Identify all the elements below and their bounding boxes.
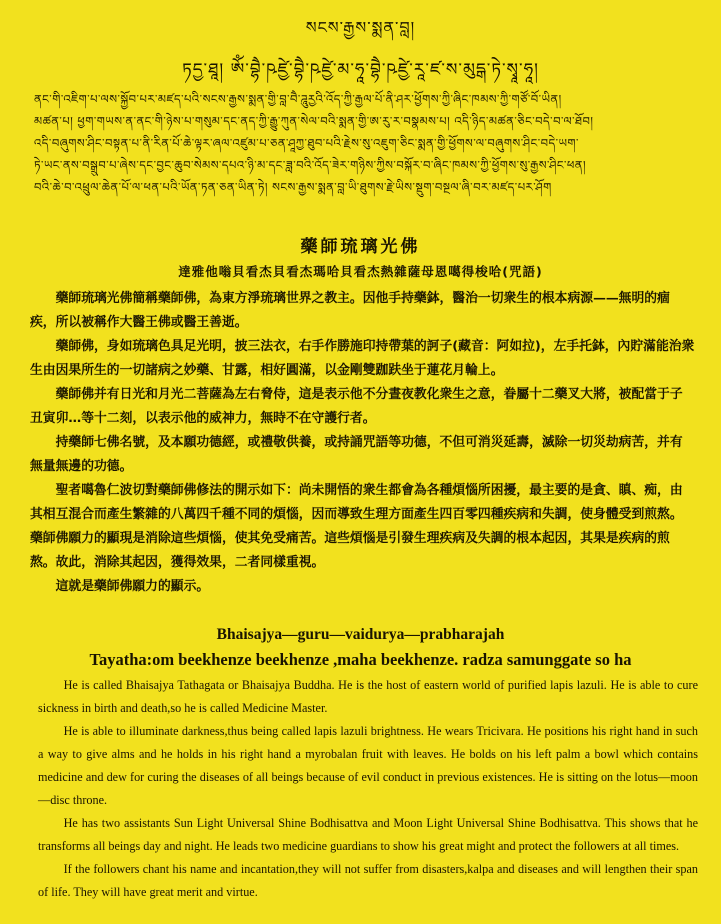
- tibetan-title: སངས་རྒྱས་སྨན་བླ།: [305, 18, 416, 37]
- chinese-text-block: [30, 287, 695, 599]
- tibetan-mantra-title: ཏདྱ་ཐཱ། ཨོཾ་བྷཻ་ཥཛྱེ་བྷཻ་ཥཛྱེ་མ་ཧཱ་བྷཻ་ཥཛྱེ་རཱ་ཛ་ས་མུདྒ་ཏེ་སྭཱ་ཧཱ།: [182, 60, 539, 80]
- chinese-paragraph: 藥師佛并有日光和月光二菩薩為左右脅侍，這是表示他不分晝夜教化衆生之意，眷屬十二藥叉大將，被配當于子丑寅卯…等十二刻，以表示他的威神力，無時不在守護行者。: [30, 387, 683, 426]
- chinese-paragraph: 這就是藥師佛願力的顯示。: [55, 579, 210, 594]
- english-title: Bhaisajya—guru—vaidurya—prabharajah: [216, 626, 505, 643]
- english-paragraph: He has two assistants Sun Light Universal Shine Bodhisattva and Moon Light Universal Shine Bodhisattva. This shows that he transforms all beings day and night. He leads two medicine guardians to show his great might and protect the followers at all times.: [38, 816, 698, 853]
- chinese-paragraph: 持藥師七佛名號，及本願功德經，或禮敬供養，或持誦咒語等功德，不但可消災延壽，滅除一切災劫病苦，并有無量無邊的功德。: [30, 435, 683, 474]
- tibetan-line: མཚན་པ། ཕྱག་གཡས་ན་ནང་གི་ཉེས་པ་གསུམ་དང་ནད་ཀྱི་རྒྱུ་ཀུན་སེལ་བའི་སྨན་གྱི་ཨ་རུ་ར་བསྣམས་པ། འདི་ཉིད་མཚན་ཅིང་བདེ་བ་ལ་ཐོབ།: [34, 114, 594, 128]
- chinese-paragraph: 聖者噶魯仁波切對藥師佛修法的開示如下：尚未開悟的衆生都會為各種煩惱所困擾，最主要的是貪、瞋、痴，由其相互混合而產生繁雜的八萬四千種不同的煩惱，因而導致生理方面產生四百零四種疾病和失調，使身體受到煎熬。藥師佛願力的顯現是消除這些煩惱，使其免受痛苦。這些煩惱是引發生理疾病及失調的根本起因，其果是疾病的煎熬。故此，消除其起因，獲得效果，二者同樣重視。: [30, 483, 683, 570]
- english-paragraph: He is called Bhaisajya Tathagata or Bhaisajya Buddha. He is the host of eastern world of purified lapis lazuli. He is able to cure sickness in birth and death,so he is called Medicine Master.: [38, 678, 698, 715]
- tibetan-line: འདི་བཞུགས་ཤིང་བསྟན་པ་ནི་རིན་པོ་ཆེ་ལྟར་ཞལ་འཛུམ་པ་ཅན་ཤཱཀྱ་ཐུབ་པའི་རྗེས་སུ་འཇུག་ཅིང་སྨན་གྱི་ཕྱོགས་ལ་བཞུགས་ཤིང་བདེ་ཡག་: [34, 136, 579, 150]
- english-paragraph: He is able to illuminate darkness,thus being called lapis lazuli brightness. He wears Tricivara. He positions his right hand in such a way to give alms and he holds in his right hand a myrobalan fruit with leaves. He bolds on his left palm a bowl which contains medicine and dew for curing the diseases of all beings because of evil conduct in previous existences. He is sitting on the lotus—moon—disc throne.: [38, 724, 698, 807]
- chinese-mantra-subtitle: 達雅他嗡貝看杰貝看杰瑪哈貝看杰熱雜薩母恩噶得梭哈(咒語): [178, 264, 543, 279]
- english-mantra: Tayatha:om beekhenze beekhenze ,maha beekhenze. radza samunggate so ha: [89, 650, 632, 669]
- english-paragraph: If the followers chant his name and incantation,they will not suffer from disasters,kalpa and diseases and will lengthen their span of life. They will have great merit and virtue.: [38, 862, 698, 899]
- tibetan-line: བའི་ཆེ་བ་འཕྲུལ་ཆེན་པོ་ལ་ཕན་པའི་ཡོན་ཏན་ཅན་ཡིན་ཏེ། སངས་རྒྱས་སྨན་བླ་ཡི་ཐུགས་རྗེ་ཡིས་སྡུག་བསྔལ་ཞི་བར་མཛད་པར་ཤོག: [34, 180, 552, 194]
- chinese-title: 藥師琉璃光佛: [300, 237, 421, 257]
- english-text-block: [38, 674, 698, 904]
- tibetan-line: ནང་གི་འཇིག་པ་ལས་སྐྱོབ་པར་མཛད་པའི་སངས་རྒྱས་སྨན་གྱི་བླ་བཻ་ཌཱུརྱའི་འོད་ཀྱི་རྒྱལ་པོ་ནི་ཤར་ཕྱོགས་ཀྱི་ཞིང་ཁམས་ཀྱི་གཙོ་བོ་ཡིན།: [34, 92, 562, 106]
- tibetan-text-block: [34, 88, 694, 198]
- chinese-paragraph: 藥師佛，身如琉璃色具足光明，披三法衣，右手作勝施印持帶葉的訶子(藏音：阿如拉)，左手托鉢，內貯滿能治衆生由因果所生的一切諸病之妙藥、甘露，相好圓滿，以金剛雙跏趺坐于蓮花月輪上。: [30, 339, 695, 378]
- chinese-paragraph: 藥師琉璃光佛簡稱藥師佛，為東方淨琉璃世界之教主。因他手持藥鉢，醫治一切衆生的根本病源——無明的痼疾，所以被稱作大醫王佛或醫王善逝。: [30, 291, 670, 330]
- tibetan-line: ཏེ་ཡང་ནས་བསྒྲུབ་པ་ཞེས་དང་བྱང་ཆུབ་སེམས་དཔའ་ཉི་མ་དང་ཟླ་བའི་འོད་ཟེར་གཉིས་ཀྱིས་བསྐོར་བ་ཞིང་ཁམས་ཀྱི་ཕྱོགས་སུ་རྒྱས་ཤིང་ཕན།: [34, 158, 587, 172]
